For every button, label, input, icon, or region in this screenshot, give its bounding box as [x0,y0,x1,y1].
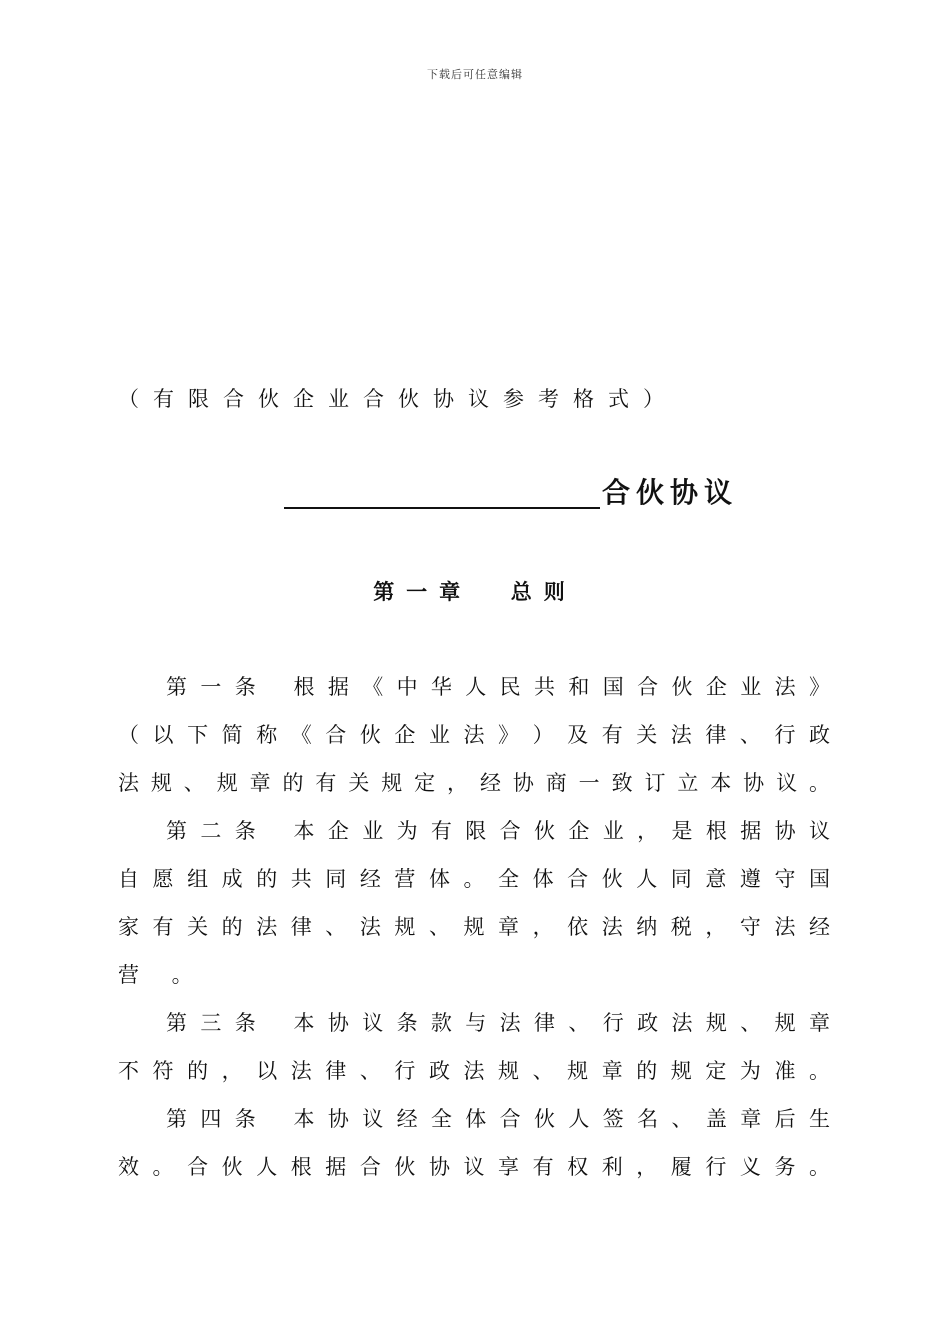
document-title [284,477,738,509]
page-header-note: 下载后可任意编辑 [427,68,523,81]
chapter-heading: 第一章 总则 [373,580,577,604]
body-line: 家 有 关 的 法 律 、 法 规 、 规 章 ， 依 法 纳 税 ， 守 法 经 [118,915,830,939]
body-line: （ 以 下 简 称 《 合 伙 企 业 法 》 ） 及 有 关 法 律 、 行 政 [118,723,830,747]
body-line: 法 规 、 规 章 的 有 关 规 定 ， 经 协 商 一 致 订 立 本 协 议 。 [118,771,830,795]
title-fill-blank [284,477,600,509]
body-line: 自 愿 组 成 的 共 同 经 营 体 。 全 体 合 伙 人 同 意 遵 守 国 [118,867,830,891]
body-line: 第 三 条 本 协 议 条 款 与 法 律 、 行 政 法 规 、 规 章 [166,1011,830,1035]
body-line: 营 。 [118,963,206,987]
article-body [118,663,830,1191]
title-suffix: 合伙协议 [602,476,739,509]
body-line: 效 。 合 伙 人 根 据 合 伙 协 议 享 有 权 利 ， 履 行 义 务 。 [118,1155,830,1179]
body-line: 第 一 条 根 据 《 中 华 人 民 共 和 国 合 伙 企 业 法 》 [166,675,830,699]
body-line: 第 二 条 本 企 业 为 有 限 合 伙 企 业 ， 是 根 据 协 议 [166,819,830,843]
body-line: 不 符 的 ， 以 法 律 、 行 政 法 规 、 规 章 的 规 定 为 准 。 [118,1059,830,1083]
document-subtitle: （有限合伙企业合伙协议参考格式） [118,387,678,411]
body-line: 第 四 条 本 协 议 经 全 体 合 伙 人 签 名 、 盖 章 后 生 [166,1107,830,1131]
